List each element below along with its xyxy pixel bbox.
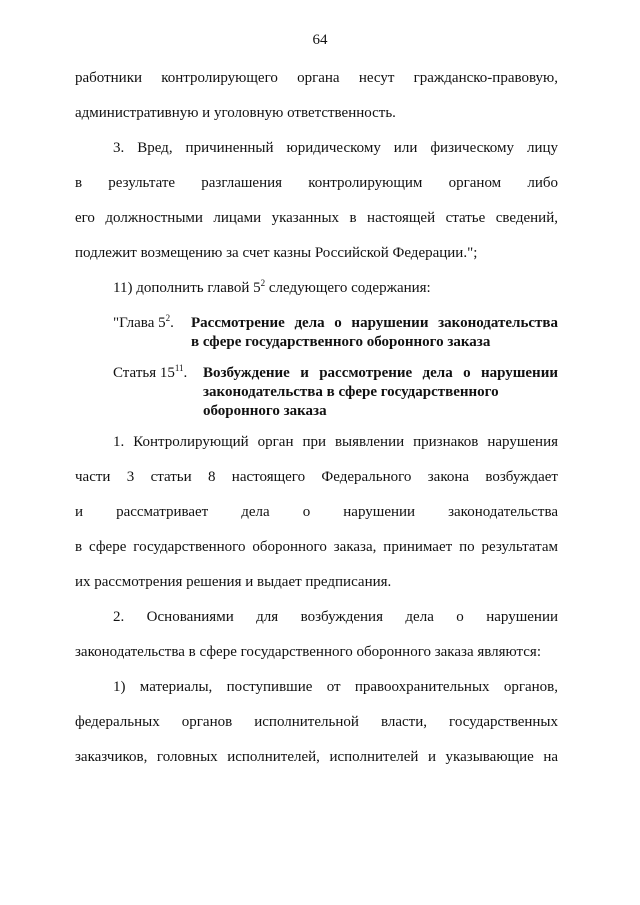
text-line: 2. Основаниями для возбуждения дела о нарушении xyxy=(113,609,558,625)
chapter-heading xyxy=(75,314,558,352)
article-title-line: оборонного заказа xyxy=(203,403,327,419)
text-line: части 3 статьи 8 настоящего Федерального закона возбуждает xyxy=(75,469,558,485)
article-label xyxy=(75,364,203,383)
part-1-paragraph xyxy=(75,425,558,600)
chapter-label-end: . xyxy=(170,315,174,331)
document-body xyxy=(75,61,558,775)
item-3-paragraph xyxy=(75,131,558,271)
chapter-title xyxy=(191,314,558,352)
text-line: 1) материалы, поступившие от правоохранительных органов, xyxy=(113,679,558,695)
item-11-text-after: следующего содержания: xyxy=(265,280,431,296)
chapter-title-line: Рассмотрение дела о нарушении законодательства xyxy=(191,315,558,331)
continuation-paragraph xyxy=(75,61,558,131)
article-title-line: законодательства в сфере государственного xyxy=(203,384,499,400)
part-2-paragraph xyxy=(75,600,558,670)
text-line: заказчиков, головных исполнителей, исполнителей и указывающие на xyxy=(75,749,558,765)
superscript: 2 xyxy=(260,278,266,288)
text-line: 3. Вред, причиненный юридическому или физическому лицу xyxy=(113,140,558,156)
item-11-text: 11) дополнить главой 5 xyxy=(113,280,261,296)
text-line: работники контролирующего органа несут гражданско-правовую, xyxy=(75,70,558,86)
chapter-label xyxy=(75,314,191,333)
article-title xyxy=(203,364,558,421)
chapter-label-text: "Глава 5 xyxy=(113,315,166,331)
superscript: 2 xyxy=(165,313,171,323)
text-line: их рассмотрения решения и выдает предписания. xyxy=(75,574,392,590)
text-line: и рассматривает дела о нарушении законодательства xyxy=(75,504,558,520)
superscript: 11 xyxy=(174,363,184,373)
text-line: законодательства в сфере государственного оборонного заказа являются: xyxy=(75,644,542,660)
text-line: подлежит возмещению за счет казны Российской Федерации."; xyxy=(75,245,478,261)
item-11-paragraph xyxy=(75,271,558,306)
article-title-line: Возбуждение и рассмотрение дела о нарушении xyxy=(203,365,558,381)
clause-1-paragraph xyxy=(75,670,558,775)
text-line: 1. Контролирующий орган при выявлении признаков нарушения xyxy=(113,434,558,450)
text-line: в сфере государственного оборонного заказа, принимает по результатам xyxy=(75,539,558,555)
text-line: его должностными лицами указанных в настоящей статье сведений, xyxy=(75,210,558,226)
article-heading xyxy=(75,364,558,421)
page-number: 64 xyxy=(312,32,328,48)
article-label-end: . xyxy=(183,365,188,381)
text-line: в результате разглашения контролирующим органом либо xyxy=(75,175,558,191)
chapter-title-line: в сфере государственного оборонного заказа xyxy=(191,334,491,350)
text-line: административную и уголовную ответственность. xyxy=(75,105,396,121)
article-label-text: Статья 15 xyxy=(113,365,175,381)
text-line: федеральных органов исполнительной власти, государственных xyxy=(75,714,558,730)
